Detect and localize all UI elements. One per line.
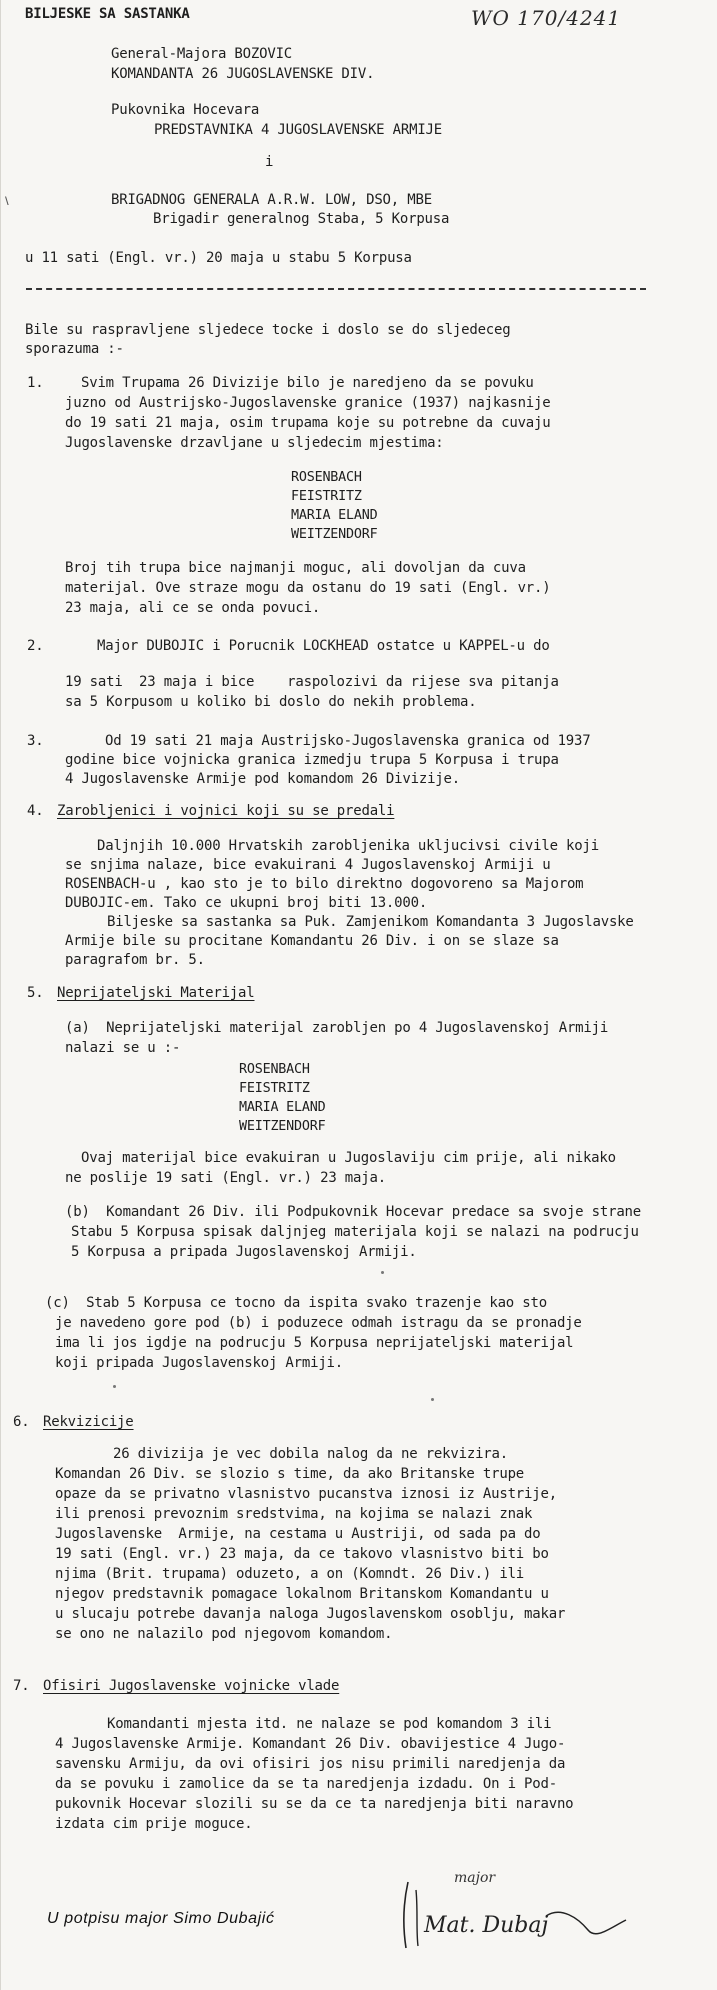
section-1-number: 1.	[27, 375, 44, 391]
place-name: FEISTRITZ	[239, 1081, 310, 1096]
section-1-line: Broj tih trupa bice najmanji moguc, ali dovoljan da cuva	[65, 560, 526, 576]
section-5c-line: koji pripada Jugoslavenskoj Armiji.	[55, 1355, 344, 1371]
section-1-line: 23 maja, ali ce se onda povuci.	[65, 600, 321, 616]
participant-2-role: PREDSTAVNIKA 4 JUGOSLAVENSKE ARMIJE	[154, 122, 443, 138]
section-6-line: Jugoslavenske Armije, na cestama u Austriji, od sada pa do	[55, 1526, 541, 1542]
place-name: ROSENBACH	[239, 1062, 310, 1077]
section-6-line: u slucaju potrebe davanja naloga Jugoslavenskom osoblju, makar	[55, 1606, 566, 1622]
section-5b-line: Stabu 5 Korpusa spisak daljnjeg materijala koji se nalazi na podrucju	[71, 1224, 639, 1240]
section-6-line: 26 divizija je vec dobila nalog da ne rekvizira.	[113, 1446, 508, 1462]
scan-speck	[113, 1385, 116, 1388]
section-5c-line: je navedeno gore pod (b) i poduzece odmah istragu da se pronadje	[55, 1315, 582, 1331]
section-4-line: ROSENBACH-u , kao sto je to bilo direktno dogovoreno sa Majorom	[65, 876, 584, 892]
signature-name-text: Mat. Dubaj	[424, 1913, 549, 1938]
place-name: FEISTRITZ	[291, 489, 362, 504]
intro-line: Bile su raspravljene sljedece tocke i doslo se do sljedeceg	[25, 322, 511, 338]
section-4-line: paragrafom br. 5.	[65, 952, 205, 968]
section-5a-line: (a) Neprijateljski materijal zarobljen po 4 Jugoslavenskoj Armiji	[65, 1020, 609, 1036]
section-2-line: 19 sati 23 maja i bice raspolozivi da rijese sva pitanja	[65, 674, 559, 690]
signature-caption: U potpisu major Simo Dubajić	[47, 1910, 275, 1927]
section-3-line: godine bice vojnicka granica izmedju trupa 5 Korpusa i trupa	[65, 752, 559, 768]
place-name: ROSENBACH	[291, 470, 362, 485]
section-5b-line: 5 Korpusa a pripada Jugoslavenskoj Armiji.	[71, 1244, 417, 1260]
section-7-line: Komandanti mjesta itd. ne nalaze se pod komandom 3 ili	[107, 1716, 552, 1732]
archive-number: WO 170/4241	[471, 6, 622, 30]
place-name: MARIA ELAND	[239, 1100, 326, 1115]
participant-2-rank: Pukovnika Hocevara	[111, 102, 260, 118]
section-7-number: 7.	[13, 1678, 30, 1694]
separator-line	[26, 288, 646, 290]
place-name: WEITZENDORF	[239, 1119, 326, 1134]
section-6-line: njegov predstavnik pomagace lokalnom Britanskom Komandantu u	[55, 1586, 549, 1602]
participant-1-role: KOMANDANTA 26 JUGOSLAVENSKE DIV.	[111, 66, 375, 82]
participant-1-rank: General-Majora BOZOVIC	[111, 46, 293, 62]
scan-speck	[381, 1271, 384, 1274]
section-6-line: opaze da se privatno vlasnistvo pucanstva iznosi iz Austrije,	[55, 1486, 557, 1502]
section-7-line: pukovnik Hocevar slozili su se da ce ta naredjenja biti naravno	[55, 1796, 574, 1812]
participants-and: i	[265, 154, 274, 170]
section-7-title: Ofisiri Jugoslavenske vojnicke vlade	[43, 1678, 340, 1694]
section-6-line: 19 sati (Engl. vr.) 23 maja, da ce takovo vlasnistvo biti bo	[55, 1546, 549, 1562]
participant-3-role: Brigadir generalnog Staba, 5 Korpusa	[153, 211, 450, 227]
participant-3-rank: BRIGADNOG GENERALA A.R.W. LOW, DSO, MBE	[111, 192, 432, 208]
section-7-line: savensku Armiju, da ovi ofisiri jos nisu primili naredjenja da	[55, 1756, 566, 1772]
section-5b-line: (b) Komandant 26 Div. ili Podpukovnik Hocevar predace sa svoje strane	[65, 1204, 642, 1220]
section-5a-line: Ovaj materijal bice evakuiran u Jugoslaviju cim prije, ali nikako	[81, 1150, 616, 1166]
section-4-line: Daljnjih 10.000 Hrvatskih zarobljenika ukljucivsi civile koji	[97, 838, 599, 854]
section-5a-line: nalazi se u :-	[65, 1040, 181, 1056]
section-5-number: 5.	[27, 985, 44, 1001]
signature-rank-text: major	[454, 1870, 496, 1886]
section-2-number: 2.	[27, 638, 44, 654]
section-4-title: Zarobljenici i vojnici koji su se predali	[57, 803, 395, 819]
section-1-line: materijal. Ove straze mogu da ostanu do 19 sati (Engl. vr.)	[65, 580, 551, 596]
section-4-line: se snjima nalaze, bice evakuirani 4 Jugoslavenskoj Armiji u	[65, 857, 551, 873]
section-4-number: 4.	[27, 803, 44, 819]
handwritten-signature	[396, 1860, 656, 1960]
section-5c-line: ima li jos igdje na podrucju 5 Korpusa neprijateljski materijal	[55, 1335, 574, 1351]
scan-speck	[431, 1398, 434, 1401]
section-6-number: 6.	[13, 1414, 30, 1430]
intro-line: sporazuma :-	[25, 341, 124, 357]
place-name: MARIA ELAND	[291, 508, 378, 523]
section-2-line: sa 5 Korpusom u koliko bi doslo do nekih problema.	[65, 694, 477, 710]
section-7-line: da se povuku i zamolice da se ta naredjenja izdadu. On i Pod-	[55, 1776, 557, 1792]
section-1-line: Svim Trupama 26 Divizije bilo je naredjeno da se povuku	[81, 375, 534, 391]
section-1-line: Jugoslavenske drzavljane u sljedecim mjestima:	[65, 435, 444, 451]
section-5-title: Neprijateljski Materijal	[57, 985, 255, 1001]
place-name: WEITZENDORF	[291, 527, 378, 542]
section-4-line: DUBOJIC-em. Tako ce ukupni broj biti 13.000.	[65, 895, 428, 911]
section-1-line: juzno od Austrijsko-Jugoslavenske granice (1937) najkasnije	[65, 395, 551, 411]
section-5c-line: (c) Stab 5 Korpusa ce tocno da ispita svako trazenje kao sto	[45, 1295, 547, 1311]
section-4-line: Biljeske sa sastanka sa Puk. Zamjenikom Komandanta 3 Jugoslavske	[107, 914, 634, 930]
section-6-line: se ono ne nalazilo pod njegovom komandom.	[55, 1626, 393, 1642]
section-6-title: Rekvizicije	[43, 1414, 134, 1430]
section-6-line: Komandan 26 Div. se slozio s time, da ako Britanske trupe	[55, 1466, 525, 1482]
section-1-line: do 19 sati 21 maja, osim trupama koje su potrebne da cuvaju	[65, 415, 551, 431]
section-7-line: izdata cim prije moguce.	[55, 1816, 253, 1832]
margin-mark: \	[5, 196, 9, 207]
section-5a-line: ne poslije 19 sati (Engl. vr.) 23 maja.	[65, 1170, 386, 1186]
section-3-line: Od 19 sati 21 maja Austrijsko-Jugoslavenska granica od 1937	[105, 733, 591, 749]
document-title: BILJESKE SA SASTANKA	[25, 6, 190, 22]
section-3-number: 3.	[27, 733, 44, 749]
section-4-line: Armije bile su procitane Komandantu 26 Div. i on se slaze sa	[65, 933, 559, 949]
section-3-line: 4 Jugoslavenske Armije pod komandom 26 Divizije.	[65, 771, 460, 787]
section-2-line: Major DUBOJIC i Porucnik LOCKHEAD ostatce u KAPPEL-u do	[97, 638, 550, 654]
section-6-line: njima (Brit. trupama) oduzeto, a on (Komndt. 26 Div.) ili	[55, 1566, 525, 1582]
section-7-line: 4 Jugoslavenske Armije. Komandant 26 Div. obavijestice 4 Jugo-	[55, 1736, 566, 1752]
section-6-line: ili prenosi prevoznim sredstvima, na kojima se nalazi znak	[55, 1506, 533, 1522]
meeting-datetime: u 11 sati (Engl. vr.) 20 maja u stabu 5 Korpusa	[25, 250, 412, 266]
